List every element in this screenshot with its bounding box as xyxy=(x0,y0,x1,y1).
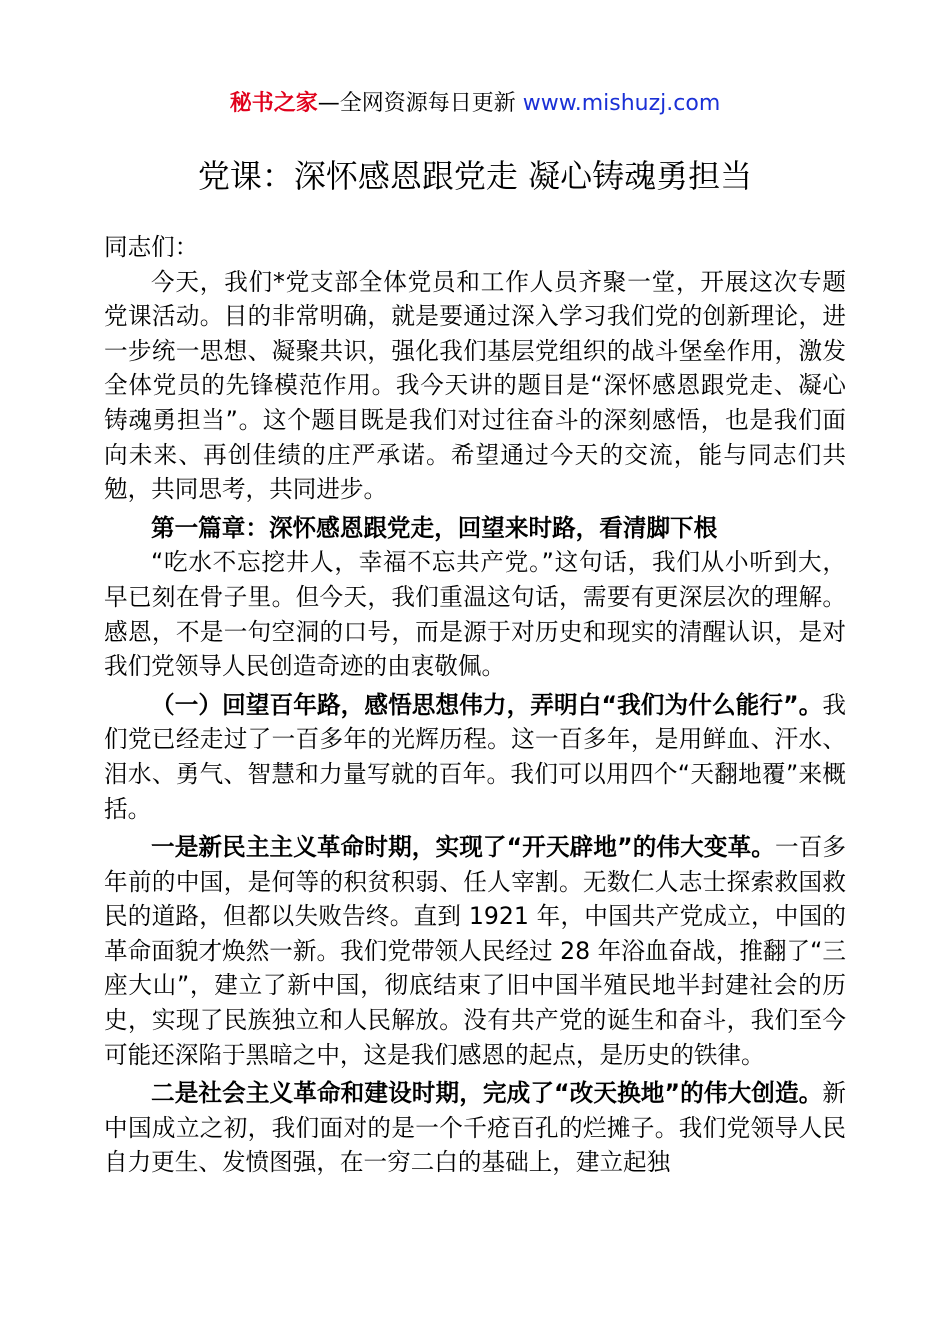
point-2-paragraph xyxy=(104,1076,846,1180)
document-body xyxy=(104,230,846,1180)
site-url-link[interactable]: www.mishuzj.com xyxy=(522,91,721,116)
header-slogan: 全网资源每日更新 xyxy=(339,91,516,116)
brand-name: 秘书之家 xyxy=(229,91,318,116)
chapter-1-heading: 第一篇章：深怀感恩跟党走，回望来时路，看清脚下根 xyxy=(151,513,718,542)
section-1-text: 我们党已经走过了一百多年的光辉历程。这一百多年，是用鲜血、汗水、泪水、勇气、智慧和力量写就的百年。我们可以用四个“天翻地覆”来概括。 xyxy=(104,690,846,823)
point-2-heading: 二是社会主义革命和建设时期，完成了“改天换地”的伟大创造。 xyxy=(151,1079,823,1108)
chapter-1-paragraph: “吃水不忘挖井人，幸福不忘共产党。”这句话，我们从小听到大，早已刻在骨子里。但今天，我们重温这句话，需要有更深层次的理解。感恩，不是一句空洞的口号，而是源于对历史和现实的清醒认识，是对我们党领导人民创造奇迹的由衷敬佩。 xyxy=(104,548,846,681)
section-1-paragraph xyxy=(104,688,846,826)
header-dash: — xyxy=(317,91,340,116)
document-title: 党课：深怀感恩跟党走 凝心铸魂勇担当 xyxy=(197,157,753,195)
point-1-text: 一百多年前的中国，是何等的积贫积弱、任人宰割。无数仁人志士探索救国救民的道路，但都以失败告终。直到 1921 年，中国共产党成立，中国的革命面貌才焕然一新。我们党带领人民经过 28 年浴血奋战，推翻了“三座大山”，建立了新中国，彻底结束了旧中国半殖民地半封建社会的历史，实现了民族独立和人民解放。没有共产党的诞生和奋斗，我们至今可能还深陷于黑暗之中，这是我们感恩的起点，是历史的铁律。 xyxy=(104,833,846,1069)
intro-paragraph: 今天，我们*党支部全体党员和工作人员齐聚一堂，开展这次专题党课活动。目的非常明确，就是要通过深入学习我们党的创新理论，进一步统一思想、凝聚共识，强化我们基层党组织的战斗堡垒作用，激发全体党员的先锋模范作用。我今天讲的题目是“深怀感恩跟党走、凝心铸魂勇担当”。这个题目既是我们对过往奋斗的深刻感悟，也是我们面向未来、再创佳绩的庄严承诺。希望通过今天的交流，能与同志们共勉，共同思考，共同进步。 xyxy=(104,267,846,504)
point-2-text: 新中国成立之初，我们面对的是一个千疮百孔的烂摊子。我们党领导人民自力更生、发愤图强，在一穷二白的基础上，建立起独 xyxy=(104,1079,846,1177)
section-1-heading: （一）回望百年路，感悟思想伟力，弄明白“我们为什么能行”。 xyxy=(151,690,823,719)
greeting: 同志们： xyxy=(104,233,199,261)
point-1-heading: 一是新民主主义革命时期，实现了“开天辟地”的伟大变革。 xyxy=(151,833,775,862)
site-header xyxy=(0,88,950,120)
point-1-paragraph xyxy=(104,830,846,1072)
